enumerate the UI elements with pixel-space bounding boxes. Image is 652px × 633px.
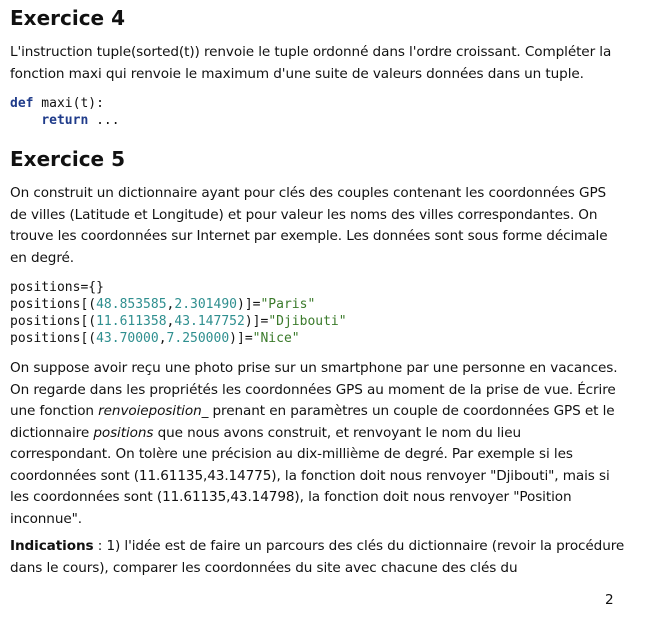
code-text: , xyxy=(158,331,167,346)
code-text: positions[( xyxy=(10,314,97,329)
task-text: que nous avons construit, et renvoyant le nom du lieu correspondant. On tolère une précision au dix-millième de degré. Par exemple si les coordonnées sont (11.61135,43.14775), la fonction doit nous renvoyer "Djibouti", mais si les coordonnées sont (11.61135,43.14798), la fonction doit nous renvoyer "Position inconnue". xyxy=(10,424,610,527)
code-indent xyxy=(10,113,41,128)
code-text: , xyxy=(166,314,175,329)
code-text: )]= xyxy=(229,331,253,346)
exercise-5-code-block xyxy=(10,279,347,347)
page-number: 2 xyxy=(605,592,614,608)
code-text: maxi(t): xyxy=(33,96,104,111)
code-string: "Paris" xyxy=(260,297,316,312)
code-number: 11.611358 xyxy=(96,314,167,329)
hints-label: Indications xyxy=(10,538,94,554)
code-text: )]= xyxy=(237,297,261,312)
dictionary-name: positions xyxy=(93,424,154,441)
task-text: prenant en paramètres un couple de coordonnées GPS et le dictionnaire xyxy=(10,403,615,441)
code-string: "Nice" xyxy=(252,331,300,346)
code-number: 43.147752 xyxy=(174,314,245,329)
exercise-5-title: Exercice 5 xyxy=(10,147,125,171)
code-keyword-return: return xyxy=(41,113,89,128)
code-keyword-def: def xyxy=(10,96,34,111)
code-number: 2.301490 xyxy=(174,297,237,312)
code-string: "Djibouti" xyxy=(268,314,347,329)
code-number: 7.250000 xyxy=(166,331,230,346)
code-text: )]= xyxy=(244,314,269,329)
code-number: 48.853585 xyxy=(96,297,167,312)
code-text: , xyxy=(166,297,175,312)
hints-text: : 1) l'idée est de faire un parcours des clés du dictionnaire (revoir la procédure dans le cours), comparer les coordonnées du site avec chacune des clés du xyxy=(10,538,625,576)
exercise-4-instructions: L'instruction tuple(sorted(t)) renvoie le tuple ordonné dans l'ordre croissant. Compléter la fonction maxi qui renvoie le maximum d'une suite de valeurs données dans un tuple. xyxy=(10,44,612,82)
code-text: ... xyxy=(88,113,120,128)
exercise-4-title: Exercice 4 xyxy=(10,6,125,30)
exercise-5-intro: On construit un dictionnaire ayant pour clés des couples contenant les coordonnées GPS de villes (Latitude et Longitude) et pour valeur les noms des villes correspondantes. On trouve les coordonnées sur Internet par exemple. Les données sont sous forme décimale en degré. xyxy=(10,185,608,266)
code-number: 43.70000 xyxy=(96,331,159,346)
code-text: positions[( xyxy=(10,297,97,312)
exercise-4-code-block xyxy=(10,95,120,129)
code-text: positions[( xyxy=(10,331,97,346)
task-text: On suppose avoir reçu une photo prise sur un smartphone par une personne en vacances. On regarde dans les propriétés les coordonnées GPS au moment de la prise de vue. Écrire une fonction xyxy=(10,360,618,419)
function-name: renvoieposition_ xyxy=(98,403,209,419)
exercise-5-hints xyxy=(10,536,625,579)
code-line: positions={} xyxy=(10,280,104,295)
exercise-5-task xyxy=(10,358,625,530)
